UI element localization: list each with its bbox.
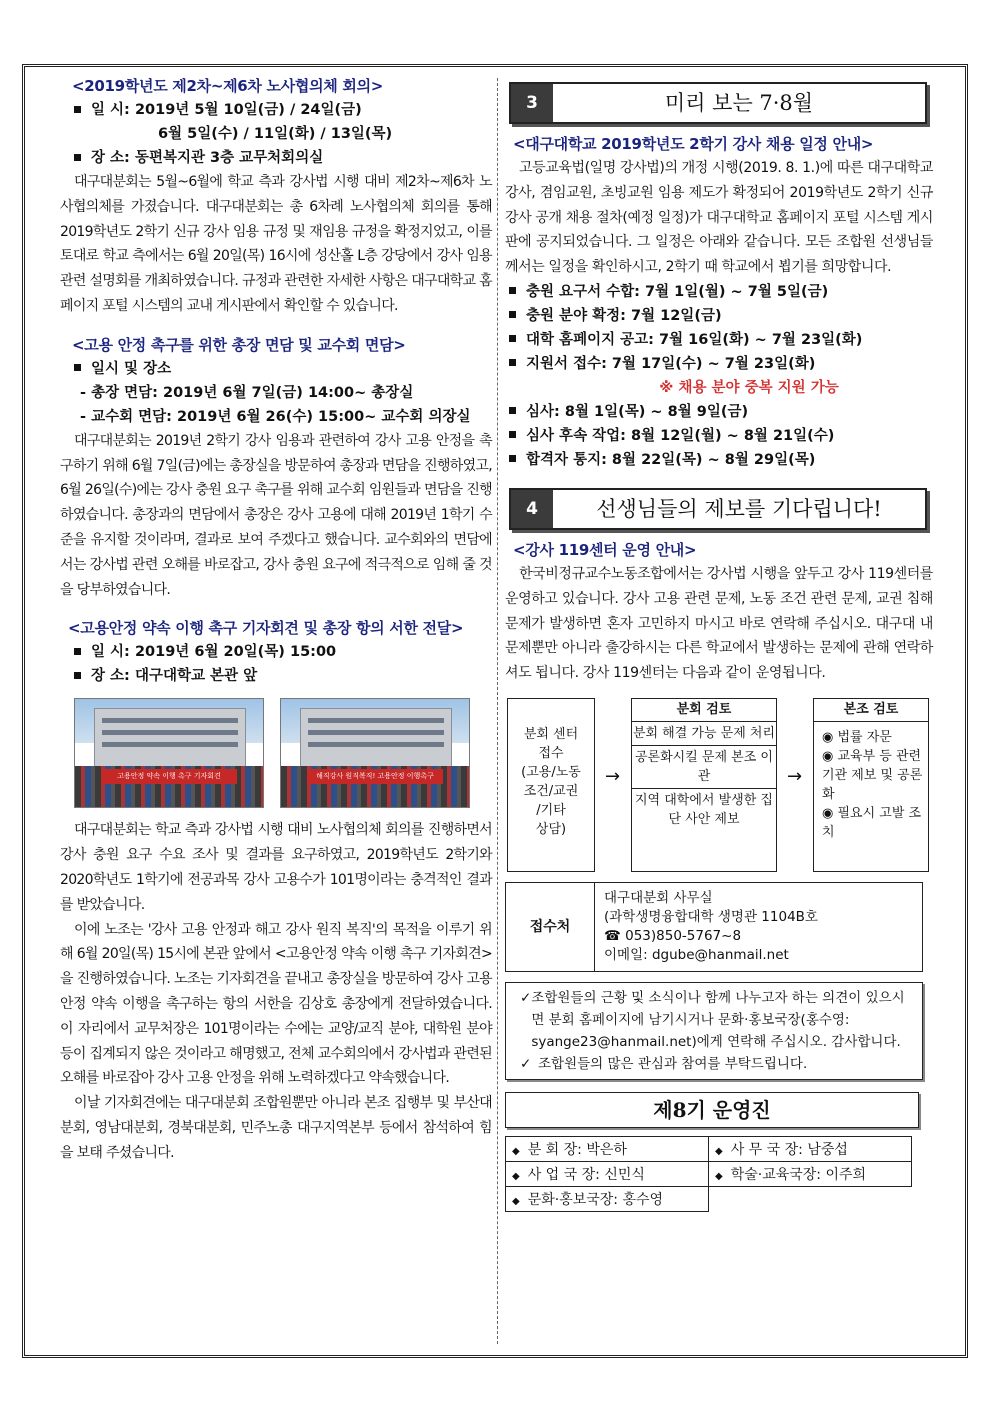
photo-banner-1: 고용안정 약속 이행 촉구 기자회견 <box>101 769 236 784</box>
schedule-item <box>505 400 933 424</box>
staff-title: 제8기 운영진 <box>505 1092 919 1128</box>
notice-item-text: 조합원들의 근황 및 소식이나 함께 나누고자 하는 의견이 있으시면 분회 홈페이지에 남기시거나 문화·홍보국장(홍수영: syange23@hanmail.net)에게 연락해 주십시오. 감사합니다. <box>531 989 905 1050</box>
s3-where <box>60 664 492 688</box>
flow-union-item-text: 필요시 고발 조치 <box>822 805 922 840</box>
press-photos <box>74 698 492 808</box>
s1-when <box>60 98 492 122</box>
radio-dot-icon: ◉ <box>822 729 834 745</box>
s3-where-label: 장 소: <box>91 668 130 685</box>
duplicate-apply-note: ※ 채용 분야 중복 지원 가능 <box>659 379 839 396</box>
s2-body: 대구대분회는 2019년 2학기 강사 임용과 관련하여 강사 고용 안정을 촉구하기 위해 6월 7일(금)에는 총장실을 방문하여 총장과 면담을 진행하였고, 6월 26일(수)에는 강사 충원 요구 촉구를 위해 교수회 임원들과 면담을 진행하였습니다. 총장과의 면담에서 총장은 강사 고용에 대해 2019년 1학기 수준을 유지할 것이라며, 결과로 보여 주겠다고 했습니다. 교수회와의 면담에서는 강사법 관련 오해를 바로잡고, 강사 충원 요구에 적극적으로 임해 줄 것을 당부하였습니다. <box>60 432 492 598</box>
section-3-title: 미리 보는 7·8월 <box>664 91 814 115</box>
staff-cell <box>506 1161 709 1186</box>
section-4-title: 선생님들의 제보를 기다립니다! <box>596 496 882 521</box>
s2-item-1: - 총장 면담: 2019년 6월 7일(금) 14:00~ 총장실 <box>80 384 414 401</box>
flow-arrow-icon: → <box>605 765 621 787</box>
notice-item-text: 조합원들의 많은 관심과 참여를 부탁드립니다. <box>538 1055 808 1072</box>
diamond-bullet-icon: ◆ <box>715 1145 723 1157</box>
flow-intake-line: /기타 <box>536 802 566 818</box>
schedule-list <box>505 280 933 472</box>
staff-table <box>505 1136 927 1212</box>
square-bullet-icon <box>509 455 516 462</box>
s1-body: 대구대분회는 5월~6월에 학교 측과 강사법 시행 대비 제2차~제6차 노사협의체를 가졌습니다. 대구대분회는 총 6차례 노사협의체 회의를 통해 2019학년도 2학기 신규 강사 임용 규정 및 재임용 규정을 확정지었고, 이를 토대로 학교 측에서는 6월 20일(목) 16시에 성산홀 L층 강당에서 강사 임용 관련 설명회를 개최하였습니다. 규정과 관련한 자세한 사항은 대구대학교 홈페이지 포털 시스템의 교내 게시판에서 확인할 수 있습니다. <box>60 174 492 314</box>
schedule-item-text: 충원 분야 확정: 7월 12일(금) <box>526 307 722 324</box>
s1-when-label: 일 시: <box>91 102 130 118</box>
s3-body-1: 대구대분회는 학교 측과 강사법 시행 대비 노사협의체 회의를 진행하면서 강사 충원 요구 수요 조사 및 결과를 요구하였고, 2019학년도 2학기와 2020학년도 1학기에 전공과목 강사 고용수가 101명이라는 충격적인 결과를 받았습니다. <box>60 822 492 913</box>
check-icon: ✓ <box>520 1055 532 1072</box>
contact-label: 접수처 <box>506 883 595 971</box>
center-flow-diagram <box>505 692 933 872</box>
sec4-heading: <강사 119센터 운영 안내> <box>513 540 697 559</box>
s3-when <box>60 640 492 664</box>
schedule-item <box>505 424 933 448</box>
radio-dot-icon: ◉ <box>822 748 834 764</box>
schedule-item-text: 심사 후속 작업: 8월 12일(월) ~ 8월 21일(수) <box>526 427 835 444</box>
column-divider <box>497 78 498 1344</box>
s3-body-3: 이날 기자회견에는 대구대분회 조합원뿐만 아니라 본조 집행부 및 부산대분회, 영남대분회, 경북대분회, 민주노총 대구지역본부 등에서 참석하여 힘을 보태 주셨습니다. <box>60 1095 492 1161</box>
staff-empty-cell <box>709 1186 912 1211</box>
sec3-body: 고등교육법(일명 강사법)의 개정 시행(2019. 8. 1.)에 따른 대구대학교 강사, 겸임교원, 초빙교원 임용 제도가 확정되어 2019학년도 2학기 신규 강사 공개 채용 절차(예정 일정)가 대구대학교 홈페이지 포털 시스템 게시판에 공지되었습니다. 그 일정은 아래와 같습니다. 모든 조합원 선생님들께서는 일정을 확인하시고, 2학기 때 학교에서 뵙기를 희망합니다. <box>505 160 933 276</box>
flow-union-review-box <box>813 698 929 872</box>
s2-item-2: - 교수회 면담: 2019년 6월 26(수) 15:00~ 교수회 의장실 <box>80 408 471 425</box>
staff-cell <box>709 1161 912 1186</box>
flow-branch-item: 지역 대학에서 발생한 집단 사안 제보 <box>635 792 773 827</box>
staff-cell-text: 사 업 국 장: 신민식 <box>527 1166 645 1183</box>
notice-item <box>520 987 916 1053</box>
schedule-item <box>505 448 933 472</box>
press-photo-1 <box>74 698 264 808</box>
schedule-item-text: 대학 홈페이지 공고: 7월 16일(화) ~ 7월 23일(화) <box>526 331 863 348</box>
contact-email[interactable]: 이메일: dgube@hanmail.net <box>604 946 789 963</box>
schedule-item-text: 지원서 접수: 7월 17일(수) ~ 7월 23일(화) <box>526 355 816 372</box>
radio-dot-icon: ◉ <box>822 805 834 821</box>
staff-cell-text: 학술·교육국장: 이주희 <box>730 1166 867 1183</box>
staff-cell-text: 사 무 국 장: 남중섭 <box>730 1141 848 1158</box>
square-bullet-icon <box>509 431 516 438</box>
press-photo-2 <box>280 698 470 808</box>
section-3-header <box>509 82 927 124</box>
contact-box <box>505 882 923 972</box>
flow-union-item <box>822 804 924 842</box>
s2-label-text: 일시 및 장소 <box>91 360 172 377</box>
s1-when-2: 6월 5일(수) / 11일(화) / 13일(목) <box>158 126 393 142</box>
s2-heading: <고용 안정 촉구를 위한 총장 면담 및 교수회 면담> <box>72 335 406 354</box>
flow-intake-line: 분회 센터 <box>523 726 579 742</box>
schedule-item <box>505 352 933 376</box>
s2-label <box>60 357 492 381</box>
flow-branch-review-head: 분회 검토 <box>632 699 776 722</box>
square-bullet-icon <box>74 154 81 161</box>
staff-cell-text: 분 회 장: 박은하 <box>527 1141 627 1158</box>
staff-cell <box>506 1186 709 1211</box>
flow-union-list <box>814 722 928 842</box>
contact-phone: ☎ 053)850-5767~8 <box>604 927 742 944</box>
flow-union-item <box>822 747 924 804</box>
flow-union-item <box>822 728 924 747</box>
flow-intake-line: 접수 <box>538 745 564 761</box>
schedule-item <box>505 328 933 352</box>
s1-where-label: 장 소: <box>91 150 130 166</box>
square-bullet-icon <box>509 407 516 414</box>
schedule-item <box>505 304 933 328</box>
staff-cell <box>506 1136 709 1161</box>
check-icon: ✓ <box>520 989 532 1006</box>
left-column <box>60 74 492 1166</box>
s3-heading: <고용안정 약속 이행 촉구 기자회견 및 총장 항의 서한 전달> <box>68 619 464 638</box>
schedule-item-text: 합격자 통지: 8월 22일(목) ~ 8월 29일(목) <box>526 451 816 468</box>
sec3-heading: <대구대학교 2019학년도 2학기 강사 채용 일정 안내> <box>513 135 874 153</box>
diamond-bullet-icon: ◆ <box>512 1145 520 1157</box>
staff-cell-text: 문화·홍보국장: 홍수영 <box>527 1191 664 1208</box>
notice-item <box>520 1053 916 1075</box>
flow-branch-item: 공론화시킬 문제 본조 이관 <box>632 746 776 789</box>
section-4-header <box>509 488 927 530</box>
flow-intake-box <box>507 698 595 872</box>
contact-address: (과학생명융합대학 생명관 1104B호 <box>604 908 818 925</box>
section-4-number: 4 <box>511 490 553 528</box>
diamond-bullet-icon: ◆ <box>512 1195 520 1207</box>
right-column <box>505 74 933 1212</box>
square-bullet-icon <box>74 648 81 655</box>
s1-when-1: 2019년 5월 10일(금) / 24일(금) <box>134 102 362 118</box>
square-bullet-icon <box>509 359 516 366</box>
s3-when-value: 2019년 6월 20일(목) 15:00 <box>134 644 337 661</box>
diamond-bullet-icon: ◆ <box>715 1170 723 1182</box>
staff-cell <box>709 1136 912 1161</box>
sec4-body: 한국비정규교수노동조합에서는 강사법 시행을 앞두고 강사 119센터를 운영하고 있습니다. 강사 고용 관련 문제, 노동 조건 관련 문제, 교권 침해 문제가 발생하면 혼자 고민하지 마시고 바로 연락해 주십시오. 대구대 내 문제뿐만 아니라 출강하시는 다른 학교에서 발생하는 문제에 관해 연락하셔도 됩니다. 강사 119센터는 다음과 같이 운영됩니다. <box>505 565 933 682</box>
flow-intake-line: 조건/교권 <box>523 783 579 799</box>
square-bullet-icon <box>74 672 81 679</box>
s1-where <box>60 146 492 170</box>
square-bullet-icon <box>509 335 516 342</box>
square-bullet-icon <box>509 287 516 294</box>
schedule-item-text: 심사: 8월 1일(목) ~ 8월 9일(금) <box>526 403 749 420</box>
notice-box <box>505 982 923 1080</box>
photo-banner-2: 해직강사 원직복직! 고용안정 이행촉구 <box>307 769 442 784</box>
square-bullet-icon <box>74 106 81 113</box>
flow-arrow-icon: → <box>787 765 803 787</box>
square-bullet-icon <box>509 311 516 318</box>
schedule-item-text: 충원 요구서 수합: 7월 1일(월) ~ 7월 5일(금) <box>526 283 829 300</box>
s1-heading: <2019학년도 제2차~제6차 노사협의체 회의> <box>72 77 384 95</box>
flow-intake-line: 상담) <box>535 821 567 837</box>
square-bullet-icon <box>74 364 81 371</box>
flow-intake-line: (고용/노동 <box>521 764 581 780</box>
flow-union-item-text: 교육부 등 관련 기관 제보 및 공론화 <box>822 748 923 802</box>
schedule-item <box>505 280 933 304</box>
s3-when-label: 일 시: <box>91 644 130 661</box>
flow-branch-review-box <box>631 698 777 872</box>
s1-where-value: 동편복지관 3층 교무처회의실 <box>134 150 324 166</box>
flow-union-item-text: 법률 자문 <box>837 729 892 745</box>
diamond-bullet-icon: ◆ <box>512 1170 520 1182</box>
contact-office: 대구대분회 사무실 <box>604 889 713 906</box>
flow-union-review-head: 본조 검토 <box>814 699 928 722</box>
section-3-number: 3 <box>511 84 553 122</box>
flow-branch-item: 분회 해결 가능 문제 처리 <box>632 722 776 746</box>
s3-where-value: 대구대학교 본관 앞 <box>134 668 258 685</box>
s3-body-2: 이에 노조는 '강사 고용 안정과 해고 강사 원직 복직'의 목적을 이루기 위해 6월 20일(목) 15시에 본관 앞에서 <고용안정 약속 이행 촉구 기자회견>을 진행하였습니다. 노조는 기자회견을 끝내고 총장실을 방문하여 강사 고용 안정 약속 이행을 촉구하는 항의 서한을 김상호 총장에게 전달하였습니다. 이 자리에서 교무처장은 101명이라는 수에는 교양/교직 분야, 대학원 분야 등이 집계되지 않은 것이라고 해명했고, 전체 교수회의에서 강사법과 관련된 오해를 바로잡아 강사 고용 안정을 위해 노력하겠다고 약속했습니다. <box>60 921 492 1087</box>
contact-values <box>604 889 818 965</box>
